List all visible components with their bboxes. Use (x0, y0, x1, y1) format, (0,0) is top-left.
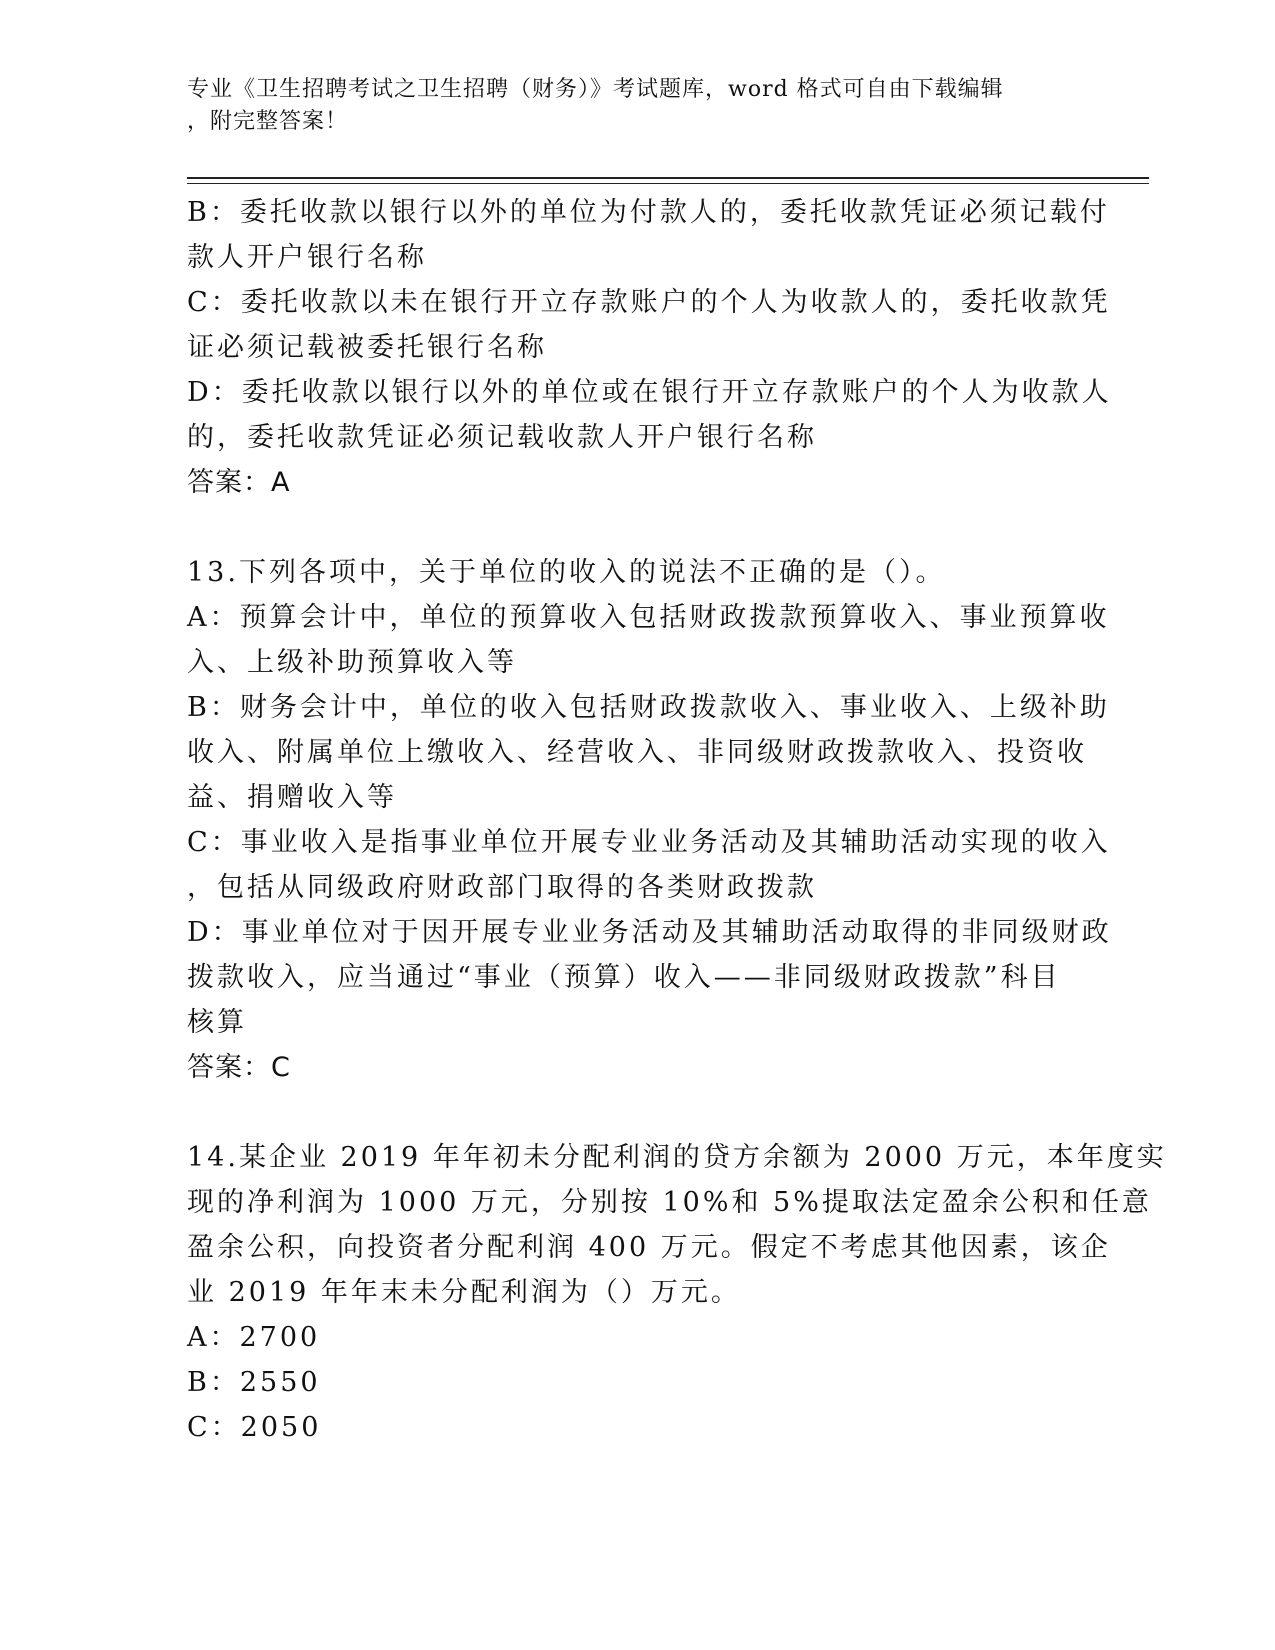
option-c-line-2: ，包括从同级政府财政部门取得的各类财政拨款 (187, 872, 817, 903)
option-d-line-1: D：事业单位对于因开展专业业务活动及其辅助活动取得的非同级财政 (187, 917, 1112, 948)
option-b-line-1: B：财务会计中，单位的收入包括财政拨款收入、事业收入、上级补助 (187, 692, 1110, 723)
question-14-stem-line-2: 现的净利润为 1000 万元，分别按 10%和 5%提取法定盈余公积和任意 (187, 1187, 1152, 1218)
question-14-stem-line-1: 14.某企业 2019 年年初未分配利润的贷方余额为 2000 万元，本年度实 (187, 1142, 1167, 1173)
option-a: A：2700 (187, 1322, 321, 1353)
option-a-line-2: 入、上级补助预算收入等 (187, 647, 517, 678)
header-divider-thin (187, 183, 1149, 184)
header-line-1: 专业《卫生招聘考试之卫生招聘（财务）》考试题库，word 格式可自由下载编辑 (187, 77, 1004, 102)
option-c-line-1: C：委托收款以未在银行开立存款账户的个人为收款人的，委托收款凭 (187, 287, 1111, 318)
question-13 (187, 550, 1112, 1090)
question-12-answer: 答案：A (187, 467, 291, 498)
option-d-line-1: D：委托收款以银行以外的单位或在银行开立存款账户的个人为收款人 (187, 377, 1112, 408)
spacer (187, 505, 1077, 550)
header-line-2: ，附完整答案！ (187, 109, 349, 134)
option-c-line-1: C：事业收入是指事业单位开展专业业务活动及其辅助活动实现的收入 (187, 827, 1111, 858)
header-divider-thick (187, 177, 1149, 179)
document-header (187, 74, 1067, 138)
option-d-line-3: 核算 (187, 1007, 247, 1038)
option-b: B：2550 (187, 1367, 321, 1398)
option-d-line-2: 的，委托收款凭证必须记载收款人开户银行名称 (187, 422, 817, 453)
question-14-stem-line-4: 业 2019 年年末未分配利润为（）万元。 (187, 1277, 741, 1308)
question-14-stem-line-3: 盈余公积，向投资者分配利润 400 万元。假定不考虑其他因素，该企 (187, 1232, 1111, 1263)
exam-content (187, 190, 1167, 1450)
option-b-line-2: 收入、附属单位上缴收入、经营收入、非同级财政拨款收入、投资收 (187, 737, 1087, 768)
option-c-line-2: 证必须记载被委托银行名称 (187, 332, 547, 363)
option-b-line-1: B：委托收款以银行以外的单位为付款人的，委托收款凭证必须记载付 (187, 197, 1110, 228)
question-12-options (187, 190, 1112, 505)
option-c: C：2050 (187, 1412, 322, 1443)
spacer (187, 1090, 1077, 1135)
question-13-stem: 13.下列各项中，关于单位的收入的说法不正确的是（）。 (187, 557, 946, 588)
option-b-line-3: 益、捐赠收入等 (187, 782, 397, 813)
option-a-line-1: A：预算会计中，单位的预算收入包括财政拨款预算收入、事业预算收 (187, 602, 1110, 633)
option-b-line-2: 款人开户银行名称 (187, 242, 427, 273)
question-13-answer: 答案：C (187, 1052, 291, 1083)
option-d-line-2: 拨款收入，应当通过“事业（预算）收入——非同级财政拨款”科目 (187, 962, 1061, 993)
question-14 (187, 1135, 1167, 1450)
